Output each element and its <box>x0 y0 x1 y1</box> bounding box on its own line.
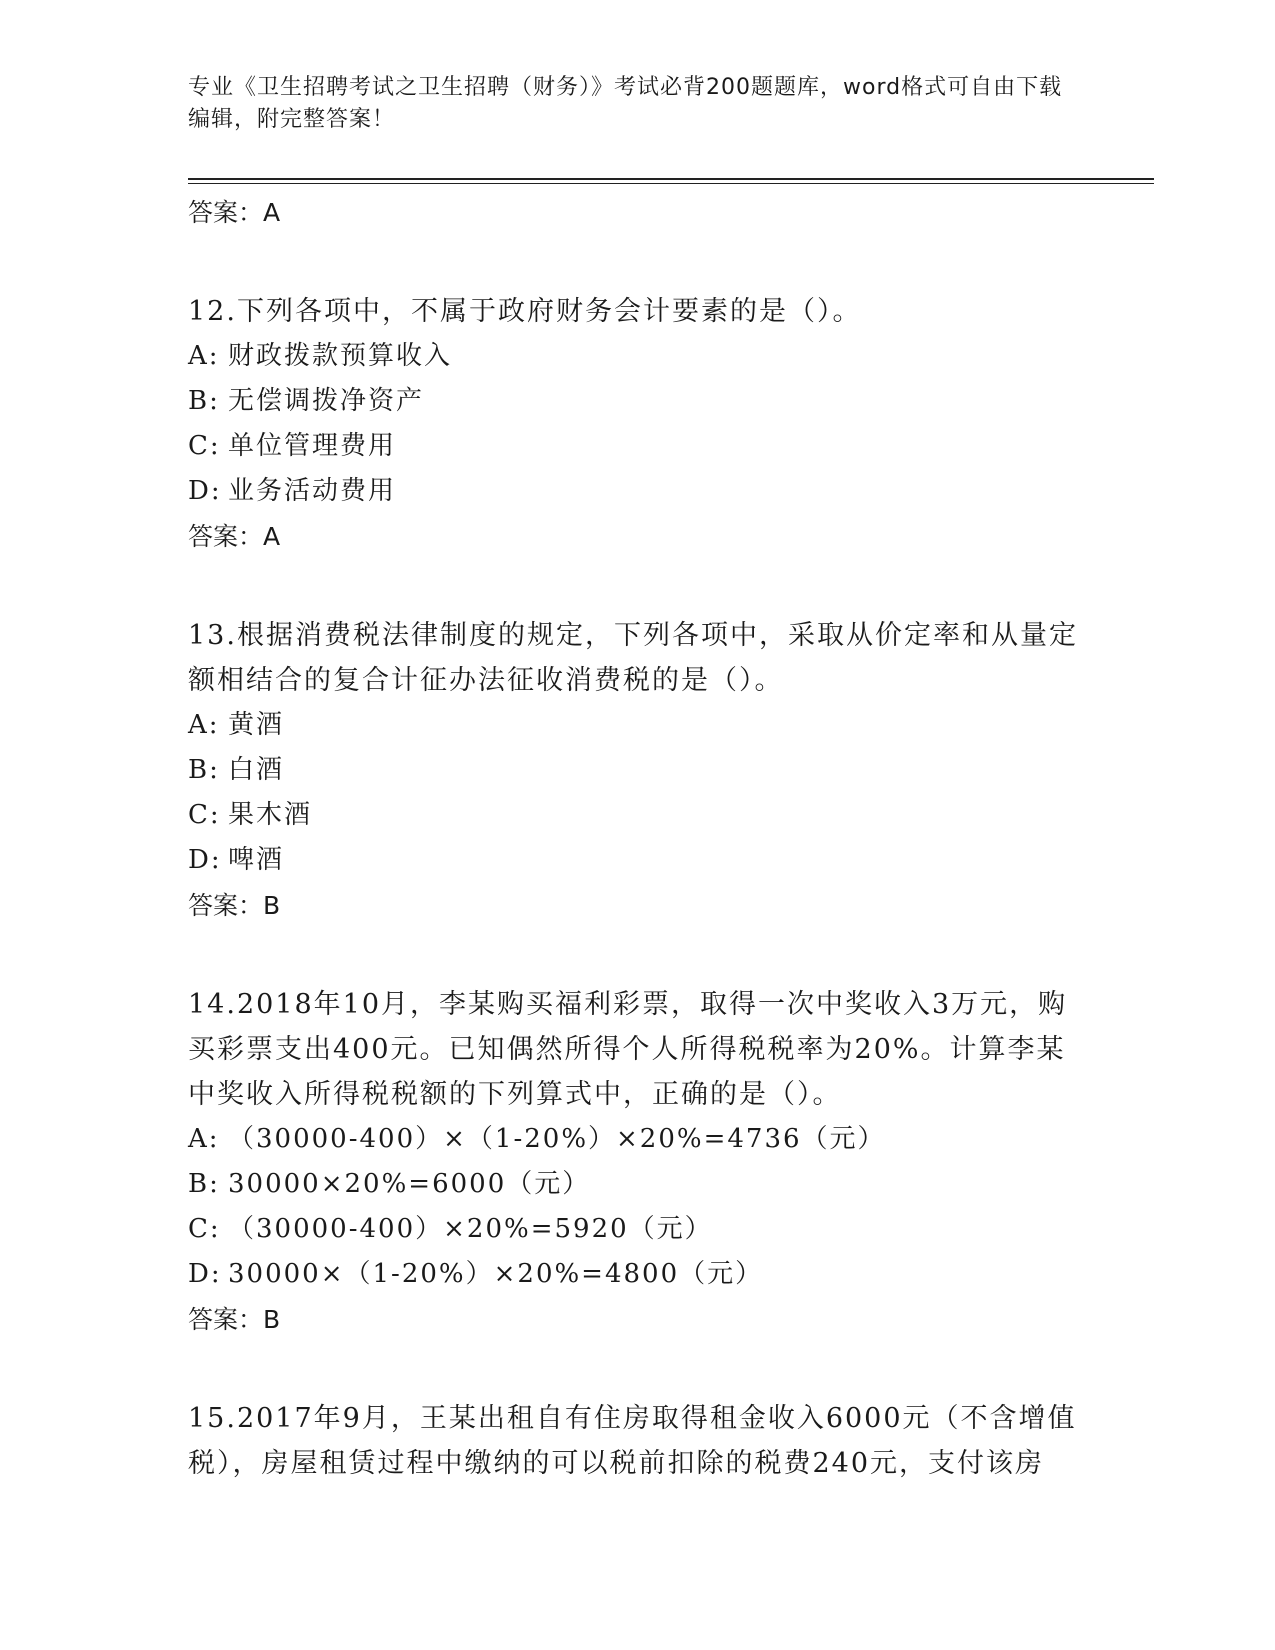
option-a <box>188 703 1088 748</box>
question-block-13 <box>188 613 1088 928</box>
option-label: C: <box>188 1214 221 1244</box>
option-a <box>188 1117 1088 1162</box>
option-label: C: <box>188 431 221 461</box>
option-label: D: <box>188 845 222 875</box>
option-c <box>188 793 1088 838</box>
option-text: 30000×（1-20%）×20%=4800（元） <box>228 1259 764 1289</box>
option-text: （30000-400）×（1-20%）×20%=4736（元） <box>228 1124 886 1154</box>
option-label: A: <box>188 1124 220 1154</box>
option-text: 啤酒 <box>228 845 285 875</box>
header-divider-thin <box>188 183 1154 184</box>
answer-14: 答案：B <box>188 1305 281 1334</box>
question-text-14: 14.2018年10月，李某购买福利彩票，取得一次中奖收入3万元，购买彩票支出400元。已知偶然所得个人所得税税率为20%。计算李某中奖收入所得税税额的下列算式中，正确的是（）。 <box>188 989 1068 1110</box>
option-text: 白酒 <box>228 755 285 785</box>
option-text: 30000×20%=6000（元） <box>228 1169 591 1199</box>
question-block-14 <box>188 982 1088 1342</box>
option-text: 财政拨款预算收入 <box>228 341 453 371</box>
spacer <box>188 1342 1088 1396</box>
option-label: B: <box>188 1169 220 1199</box>
spacer <box>188 235 1088 289</box>
option-label: C: <box>188 800 221 830</box>
question-text-13: 13.根据消费税法律制度的规定，下列各项中，采取从价定率和从量定额相结合的复合计征办法征收消费税的是（）。 <box>188 620 1078 696</box>
spacer <box>188 928 1088 982</box>
document-header: 专业《卫生招聘考试之卫生招聘（财务）》考试必背200题题库，word格式可自由下载编辑，附完整答案！ <box>188 75 1063 132</box>
option-b <box>188 748 1088 793</box>
option-label: A: <box>188 710 220 740</box>
question-content <box>188 190 1088 1486</box>
option-c <box>188 424 1088 469</box>
answer-12: 答案：A <box>188 522 281 551</box>
option-label: D: <box>188 1259 222 1289</box>
option-label: A: <box>188 341 220 371</box>
option-label: B: <box>188 755 220 785</box>
option-text: 果木酒 <box>228 800 313 830</box>
option-text: 业务活动费用 <box>228 476 397 506</box>
option-a <box>188 334 1088 379</box>
option-label: D: <box>188 476 222 506</box>
option-b <box>188 379 1088 424</box>
option-text: 无偿调拨净资产 <box>228 386 425 416</box>
option-text: （30000-400）×20%=5920（元） <box>228 1214 713 1244</box>
option-d <box>188 838 1088 883</box>
question-block-12 <box>188 289 1088 559</box>
option-d <box>188 469 1088 514</box>
previous-answer: 答案：A <box>188 198 281 227</box>
answer-13: 答案：B <box>188 891 281 920</box>
spacer <box>188 559 1088 613</box>
option-d <box>188 1252 1088 1297</box>
option-text: 黄酒 <box>228 710 285 740</box>
question-text-12: 12.下列各项中，不属于政府财务会计要素的是（）。 <box>188 296 862 327</box>
option-c <box>188 1207 1088 1252</box>
header-divider <box>188 178 1154 180</box>
option-label: B: <box>188 386 220 416</box>
question-block-15 <box>188 1396 1088 1486</box>
option-b <box>188 1162 1088 1207</box>
option-text: 单位管理费用 <box>228 431 397 461</box>
question-text-15: 15.2017年9月，王某出租自有住房取得租金收入6000元（不含增值税），房屋租赁过程中缴纳的可以税前扣除的税费240元，支付该房 <box>188 1403 1077 1479</box>
